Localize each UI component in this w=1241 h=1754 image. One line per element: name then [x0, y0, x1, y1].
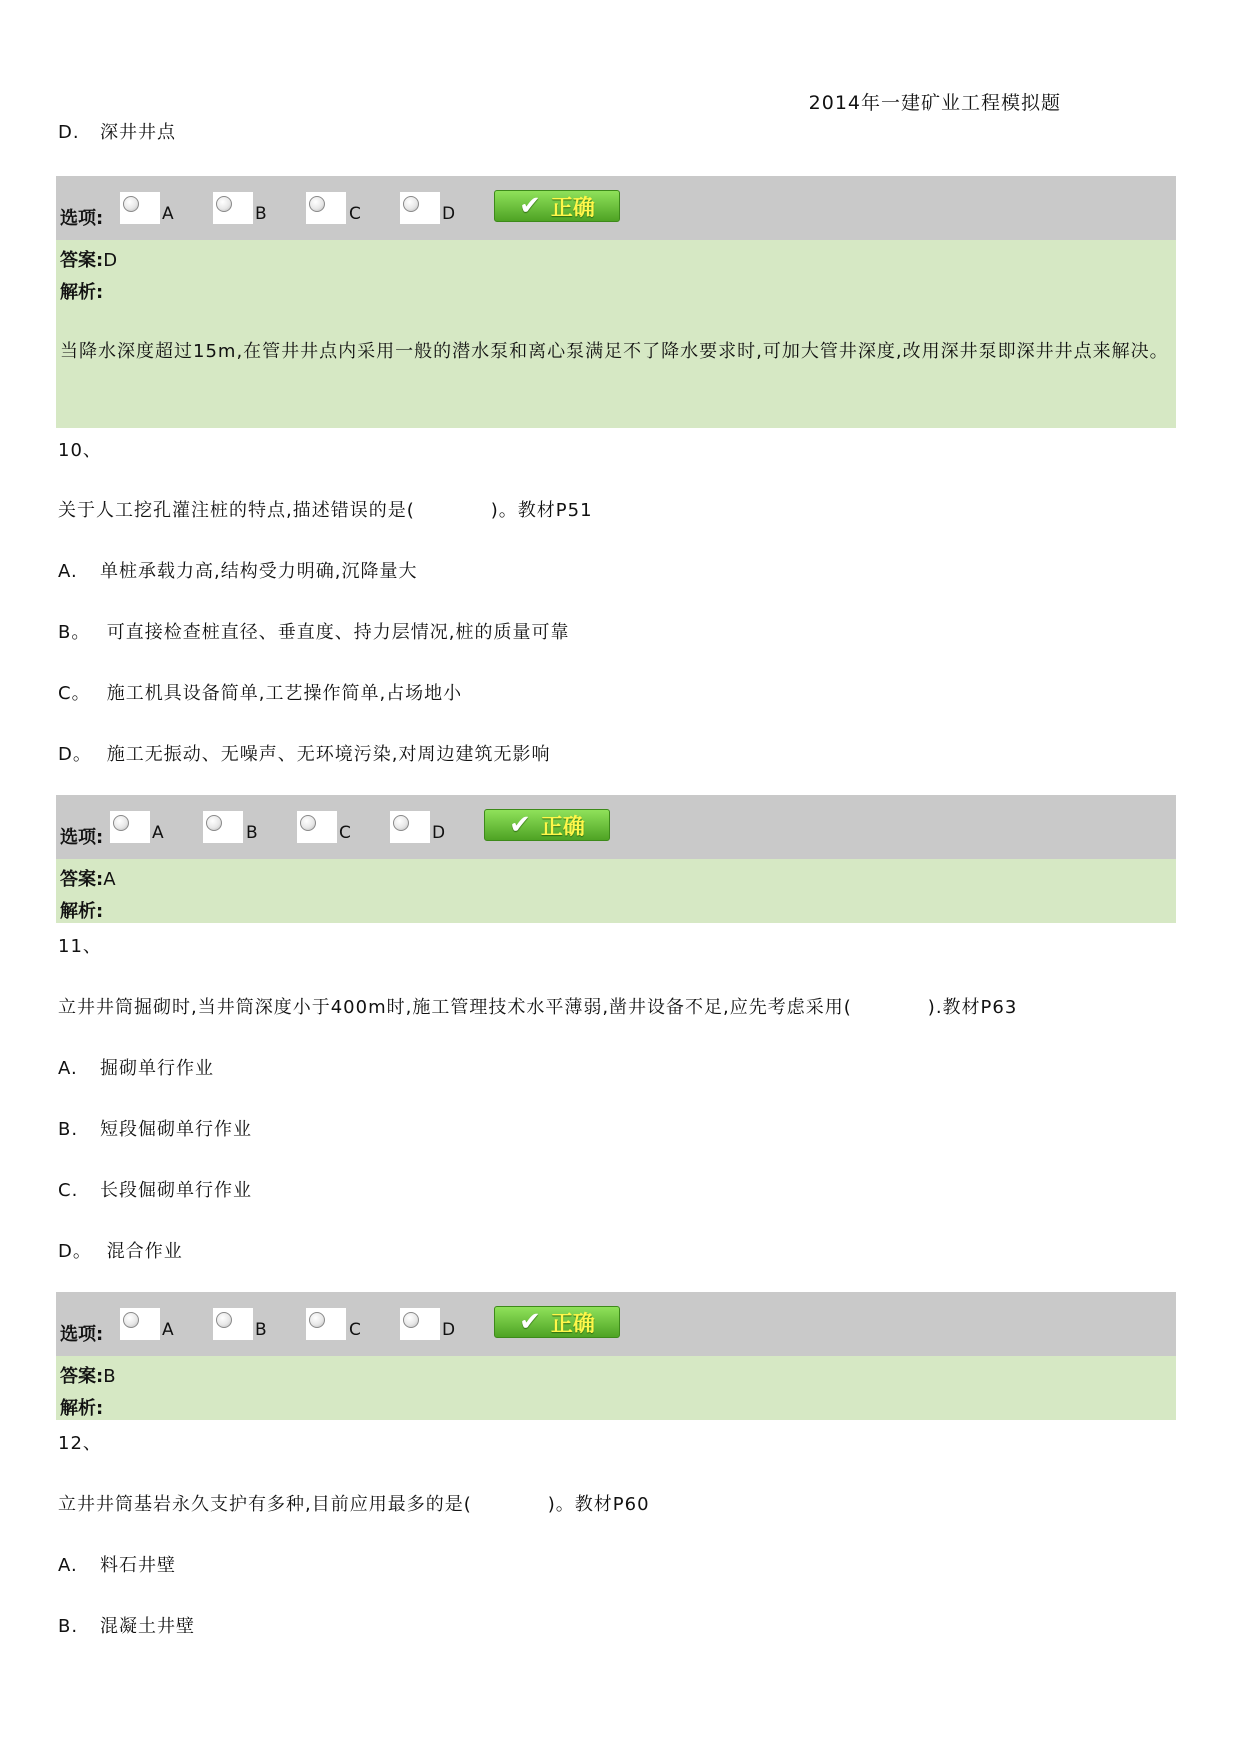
q10-radio-c[interactable]	[297, 811, 337, 843]
answer-label: 答案:	[60, 869, 104, 890]
q11-radio-b[interactable]	[213, 1308, 253, 1340]
radio-icon[interactable]	[393, 815, 409, 831]
option-text: 料石井壁	[100, 1555, 176, 1576]
correct-badge	[494, 190, 620, 222]
option-text: 混合作业	[100, 1241, 183, 1262]
radio-icon[interactable]	[123, 196, 139, 212]
option-tag: D。	[58, 744, 92, 765]
option-tag: A.	[58, 1058, 78, 1079]
option-text: 短段倔砌单行作业	[100, 1119, 252, 1140]
letter-a: A	[152, 823, 164, 843]
q12-option-a	[58, 1551, 176, 1577]
q9-option-d	[58, 118, 176, 144]
explain-label: 解析:	[60, 1398, 104, 1419]
q9-answer-box	[56, 240, 1176, 428]
letter-d: D	[432, 823, 446, 843]
answer-row	[60, 246, 117, 272]
q11-radio-a[interactable]	[120, 1308, 160, 1340]
letter-c: C	[339, 823, 351, 843]
radio-icon[interactable]	[309, 196, 325, 212]
q10-option-a	[58, 557, 417, 583]
option-tag: B.	[58, 1616, 79, 1637]
radio-icon[interactable]	[216, 196, 232, 212]
q9-radio-b[interactable]	[213, 192, 253, 224]
radio-icon[interactable]	[206, 815, 222, 831]
q10-stem: 关于人工挖孔灌注桩的特点,描述错误的是( )。教材P51	[58, 500, 593, 521]
letter-a: A	[162, 204, 174, 224]
answer-row	[60, 1362, 116, 1388]
q9-radio-c[interactable]	[306, 192, 346, 224]
explanation-text: 当降水深度超过15m,在管井井点内采用一般的潜水泵和离心泵满足不了降水要求时,可加大管井深度,改用深井泵即深井井点来解决。	[60, 341, 1169, 362]
q10-radio-d[interactable]	[390, 811, 430, 843]
letter-d: D	[442, 204, 456, 224]
radio-icon[interactable]	[216, 1312, 232, 1328]
explain-label: 解析:	[60, 901, 104, 922]
letter-b: B	[255, 1320, 267, 1340]
checkmark-icon: ✔	[519, 1307, 541, 1337]
q10-options-bar	[56, 795, 1176, 859]
checkmark-icon: ✔	[509, 810, 531, 840]
document-title: 2014年一建矿业工程模拟题	[808, 92, 1061, 114]
option-tag: B。	[58, 622, 91, 643]
options-label: 选项:	[60, 1324, 104, 1345]
checkmark-icon: ✔	[519, 191, 541, 221]
answer-row	[60, 865, 116, 891]
correct-badge	[484, 809, 610, 841]
option-text: 施工机具设备简单,工艺操作简单,占场地小	[100, 683, 463, 704]
q12-option-b	[58, 1612, 195, 1638]
letter-b: B	[255, 204, 267, 224]
option-tag: B.	[58, 1119, 79, 1140]
answer-value: D	[103, 250, 118, 271]
option-text: 长段倔砌单行作业	[100, 1180, 252, 1201]
correct-label: 正确	[550, 1311, 595, 1337]
q10-option-d	[58, 740, 550, 766]
answer-label: 答案:	[60, 1366, 104, 1387]
correct-label: 正确	[540, 814, 585, 840]
q10-radio-a[interactable]	[110, 811, 150, 843]
answer-label: 答案:	[60, 250, 104, 271]
q10-option-c	[58, 679, 462, 705]
option-tag: C.	[58, 1180, 79, 1201]
option-tag: D。	[58, 1241, 92, 1262]
option-text: 掘砌单行作业	[100, 1058, 214, 1079]
option-text: 混凝土井壁	[100, 1616, 195, 1637]
radio-icon[interactable]	[300, 815, 316, 831]
q11-number: 11、	[58, 936, 102, 957]
q10-option-b	[58, 618, 569, 644]
q11-option-d	[58, 1237, 183, 1263]
q11-radio-d[interactable]	[400, 1308, 440, 1340]
options-label: 选项:	[60, 827, 104, 848]
letter-a: A	[162, 1320, 174, 1340]
letter-c: C	[349, 1320, 361, 1340]
option-tag: A.	[58, 1555, 78, 1576]
correct-badge	[494, 1306, 620, 1338]
explain-label: 解析:	[60, 282, 104, 303]
q10-number: 10、	[58, 440, 102, 461]
option-text: 单桩承载力高,结构受力明确,沉降量大	[100, 561, 418, 582]
q9-radio-a[interactable]	[120, 192, 160, 224]
radio-icon[interactable]	[309, 1312, 325, 1328]
q10-radio-b[interactable]	[203, 811, 243, 843]
options-label: 选项:	[60, 208, 104, 229]
option-text: 施工无振动、无噪声、无环境污染,对周边建筑无影响	[100, 744, 551, 765]
answer-value: B	[103, 1366, 116, 1387]
q11-stem: 立井井筒掘砌时,当井筒深度小于400m时,施工管理技术水平薄弱,凿井设备不足,应先考虑采用( ).教材P63	[58, 997, 1018, 1018]
q11-option-c	[58, 1176, 252, 1202]
option-tag: C。	[58, 683, 91, 704]
q11-answer-box	[56, 1356, 1176, 1420]
radio-icon[interactable]	[113, 815, 129, 831]
option-tag: D.	[58, 122, 80, 143]
radio-icon[interactable]	[403, 1312, 419, 1328]
letter-b: B	[246, 823, 258, 843]
q11-option-a	[58, 1054, 214, 1080]
correct-label: 正确	[550, 195, 595, 221]
answer-value: A	[103, 869, 116, 890]
letter-c: C	[349, 204, 361, 224]
option-tag: A.	[58, 561, 78, 582]
q12-number: 12、	[58, 1433, 102, 1454]
q11-option-b	[58, 1115, 252, 1141]
option-text: 深井井点	[100, 122, 176, 143]
radio-icon[interactable]	[123, 1312, 139, 1328]
radio-icon[interactable]	[403, 196, 419, 212]
q10-answer-box	[56, 859, 1176, 923]
q11-options-bar	[56, 1292, 1176, 1356]
q9-options-bar	[56, 176, 1176, 240]
letter-d: D	[442, 1320, 456, 1340]
option-text: 可直接检查桩直径、垂直度、持力层情况,桩的质量可靠	[100, 622, 570, 643]
q9-radio-d[interactable]	[400, 192, 440, 224]
q11-radio-c[interactable]	[306, 1308, 346, 1340]
q12-stem: 立井井筒基岩永久支护有多种,目前应用最多的是( )。教材P60	[58, 1494, 650, 1515]
